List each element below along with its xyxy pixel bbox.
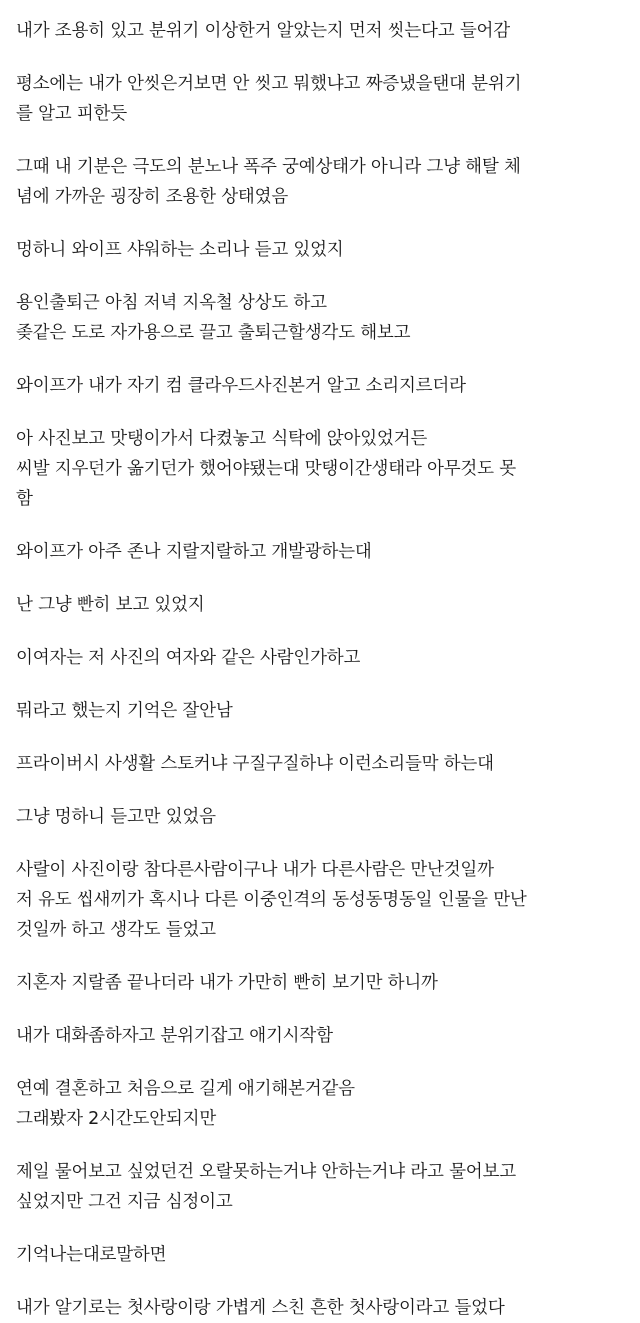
paragraph: 내가 대화좀하자고 분위기잡고 애기시작함 bbox=[16, 1026, 333, 1046]
paragraph: 기억나는대로말하면 bbox=[16, 1245, 167, 1265]
paragraph: 아 사진보고 맛탱이가서 다켰놓고 식탁에 앉아있었거든 씨발 지우던가 옮기던가 했어야됐는대 맛탱이간생태라 아무것도 못 함 bbox=[16, 429, 516, 509]
paragraph: 프라이버시 사생활 스토커냐 구질구질하냐 이런소리들막 하는대 bbox=[16, 754, 494, 774]
paragraph: 지혼자 지랄좀 끝나더라 내가 가만히 빤히 보기만 하니까 bbox=[16, 973, 438, 993]
paragraph: 와이프가 아주 존나 지랄지랄하고 개발광하는대 bbox=[16, 542, 372, 562]
paragraph: 그때 내 기분은 극도의 분노나 폭주 궁예상태가 아니라 그냥 해탈 체 념에 가까운 굉장히 조용한 상태였음 bbox=[16, 157, 521, 207]
paragraph: 용인출퇴근 아침 저녁 지옥철 상상도 하고 좆같은 도로 자가용으로 끌고 출퇴근할생각도 해보고 bbox=[16, 293, 411, 343]
paragraph: 난 그냥 빤히 보고 있었지 bbox=[16, 595, 205, 615]
paragraph: 이여자는 저 사진의 여자와 같은 사람인가하고 bbox=[16, 648, 361, 668]
paragraph: 사랄이 사진이랑 참다른사람이구나 내가 다른사람은 만난것일까 저 유도 씹새끼가 혹시나 다른 이중인격의 동성동명동일 인물을 만난 것일까 하고 생각도 들었고 bbox=[16, 860, 527, 940]
paragraph: 연예 결혼하고 처음으로 길게 애기해본거같음 그래봤자 2시간도안되지만 bbox=[16, 1079, 355, 1129]
paragraph: 멍하니 와이프 샤워하는 소리나 듣고 있었지 bbox=[16, 240, 344, 260]
paragraph: 내가 조용히 있고 분위기 이상한거 알았는지 먼저 씻는다고 들어감 bbox=[16, 21, 510, 41]
paragraph: 뭐라고 했는지 기억은 잘안남 bbox=[16, 701, 233, 721]
paragraph: 내가 알기로는 첫사랑이랑 가볍게 스친 흔한 첫사랑이라고 들었다 bbox=[16, 1298, 505, 1318]
paragraph: 제일 물어보고 싶었던건 오랄못하는거냐 안하는거냐 라고 물어보고 싶었지만 그건 지금 심정이고 bbox=[16, 1162, 516, 1212]
paragraph: 그냥 멍하니 듣고만 있었음 bbox=[16, 807, 216, 827]
paragraph: 평소에는 내가 안씻은거보면 안 씻고 뭐했냐고 짜증냈을탠대 분위기 를 알고 피한듯 bbox=[16, 74, 522, 124]
paragraph: 와이프가 내가 자기 컴 클라우드사진본거 알고 소리지르더라 bbox=[16, 376, 466, 396]
